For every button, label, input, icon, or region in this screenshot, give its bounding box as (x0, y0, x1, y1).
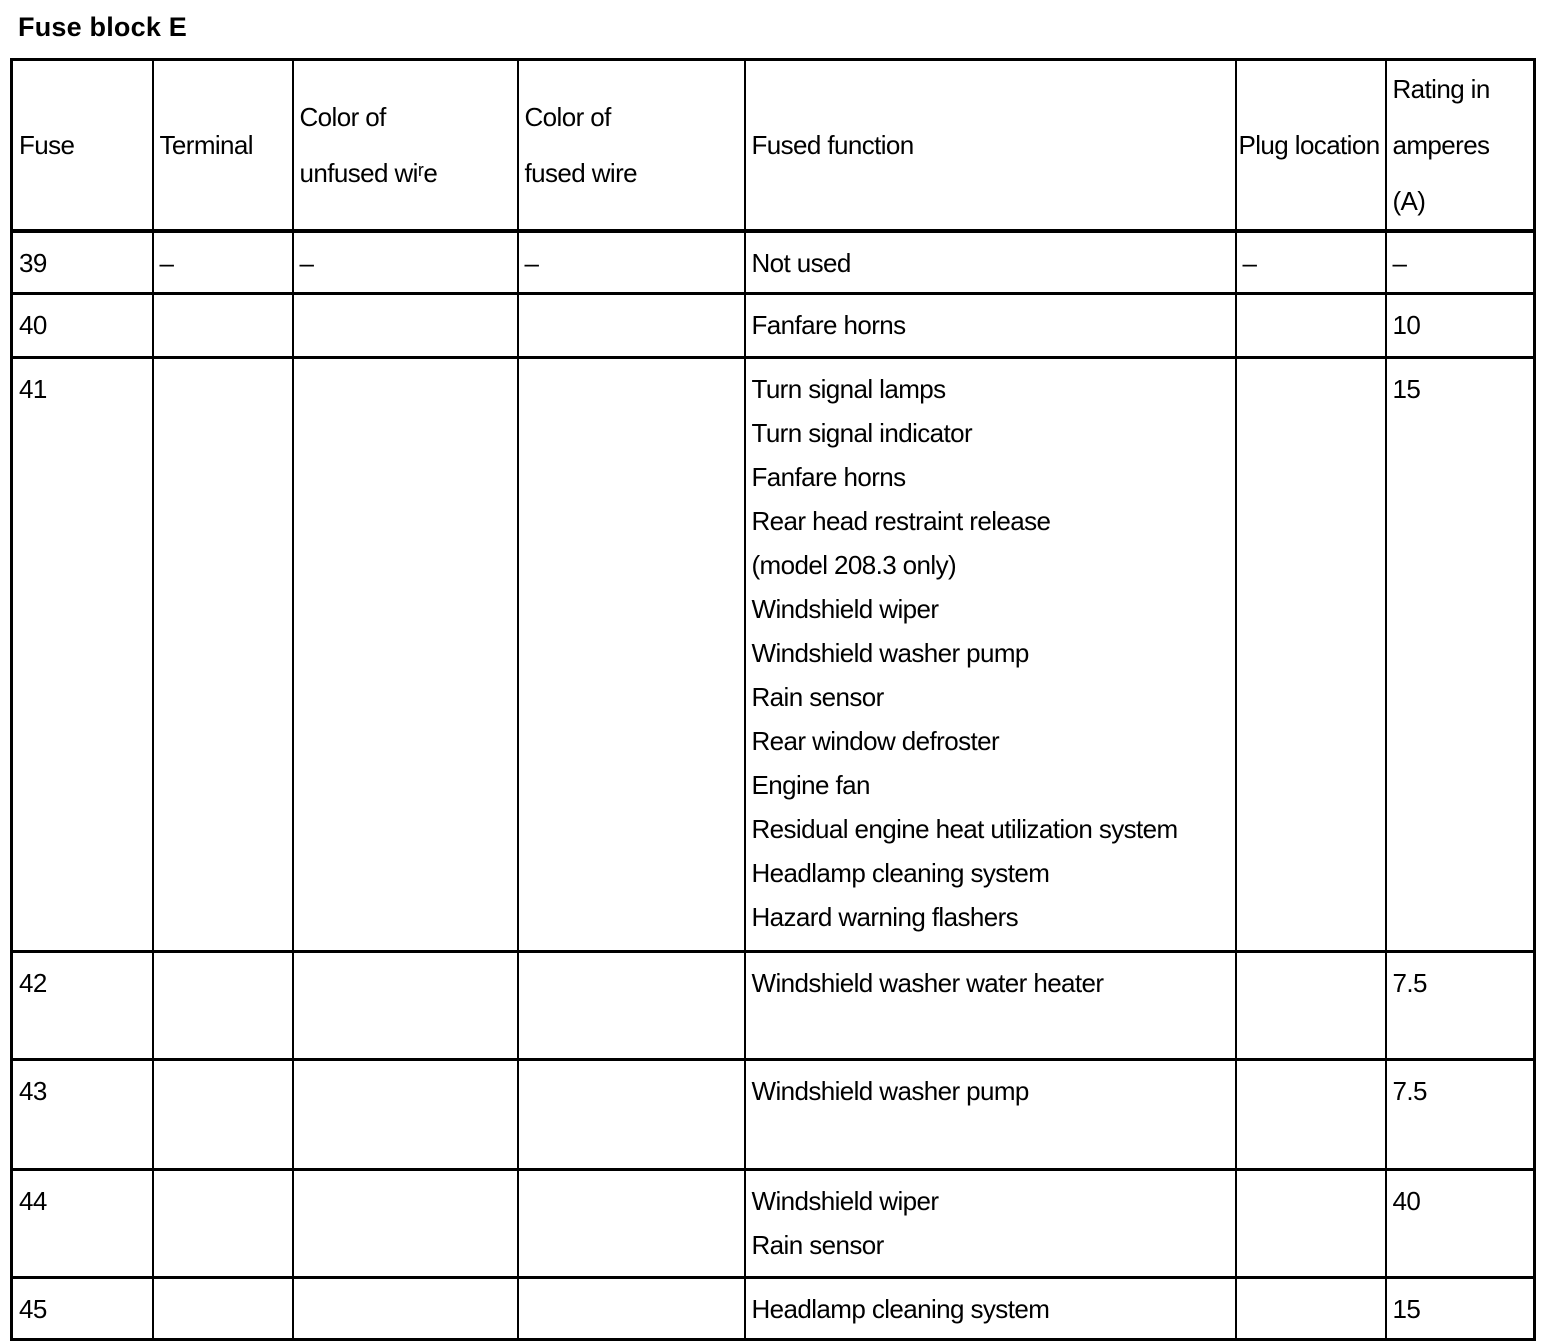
cell-plug-location (1236, 357, 1386, 951)
cell-fuse: 43 (12, 1059, 153, 1169)
fused-function-line: Windshield washer pump (751, 637, 1029, 668)
cell-fuse: 44 (12, 1169, 153, 1277)
header-terminal: Terminal (153, 60, 293, 232)
cell-terminal (153, 1059, 293, 1169)
cell-fused-wire (518, 1169, 745, 1277)
table-row (12, 951, 1535, 1059)
cell-fused-function (745, 1059, 1236, 1169)
cell-rating: 7.5 (1386, 1059, 1535, 1169)
header-fused-function: Fused function (745, 60, 1236, 232)
cell-unfused-wire (293, 357, 518, 951)
cell-rating: 10 (1386, 293, 1535, 357)
cell-terminal (153, 1277, 293, 1339)
cell-fused-wire (518, 293, 745, 357)
table-header-row (12, 60, 1535, 232)
cell-fuse: 39 (12, 231, 153, 293)
header-fuse: Fuse (12, 60, 153, 232)
fused-function-line: Hazard warning flashers (751, 901, 1019, 932)
cell-fused-function (745, 1169, 1236, 1277)
cell-unfused-wire (293, 1277, 518, 1339)
cell-fused-function (745, 357, 1236, 951)
cell-fused-function (745, 231, 1236, 293)
fused-function-line: Residual engine heat utilization system (751, 813, 1178, 844)
cell-fused-wire: – (518, 231, 745, 293)
fused-function-line: Rear head restraint release (751, 505, 1051, 536)
cell-plug-location: – (1236, 231, 1386, 293)
table-row (12, 1059, 1535, 1169)
cell-fuse: 42 (12, 951, 153, 1059)
table-row (12, 357, 1535, 951)
cell-fuse: 45 (12, 1277, 153, 1339)
cell-terminal (153, 1169, 293, 1277)
fused-function-line: Rain sensor (751, 681, 884, 712)
cell-plug-location (1236, 1277, 1386, 1339)
cell-rating: 40 (1386, 1169, 1535, 1277)
fused-function-line: Not used (751, 248, 851, 278)
fused-function-line: Headlamp cleaning system (751, 1293, 1050, 1324)
fused-function-line: Windshield washer water heater (751, 967, 1104, 998)
cell-unfused-wire (293, 1059, 518, 1169)
cell-rating: 15 (1386, 357, 1535, 951)
cell-terminal (153, 357, 293, 951)
cell-plug-location (1236, 951, 1386, 1059)
fused-function-line: Turn signal indicator (751, 417, 973, 448)
cell-fused-function (745, 951, 1236, 1059)
cell-unfused-wire (293, 951, 518, 1059)
cell-plug-location (1236, 293, 1386, 357)
cell-fuse: 40 (12, 293, 153, 357)
fused-function-line: Windshield washer pump (751, 1075, 1029, 1106)
fused-function-line: Fanfare horns (751, 461, 906, 492)
cell-plug-location (1236, 1169, 1386, 1277)
header-plug-location: Plug location (1236, 60, 1386, 232)
cell-unfused-wire: – (293, 231, 518, 293)
fused-function-line: Fanfare horns (751, 309, 906, 340)
cell-rating: 7.5 (1386, 951, 1535, 1059)
fused-function-line: Headlamp cleaning system (751, 857, 1050, 888)
cell-fuse: 41 (12, 357, 153, 951)
cell-terminal (153, 951, 293, 1059)
fused-function-line: Rain sensor (751, 1229, 884, 1260)
cell-fused-function (745, 293, 1236, 357)
cell-terminal (153, 293, 293, 357)
cell-fused-wire (518, 1277, 745, 1339)
cell-unfused-wire (293, 1169, 518, 1277)
fused-function-line: Engine fan (751, 769, 870, 800)
cell-fused-wire (518, 1059, 745, 1169)
cell-plug-location (1236, 1059, 1386, 1169)
fused-function-line: (model 208.3 only) (751, 549, 957, 580)
fused-function-line: Rear window defroster (751, 725, 1000, 756)
fused-function-line: Windshield wiper (751, 1185, 939, 1216)
cell-terminal: – (153, 231, 293, 293)
table-row (12, 231, 1535, 293)
table-row (12, 293, 1535, 357)
header-unfused-wire: Color of unfused wiʳe (293, 60, 518, 232)
table-row (12, 1277, 1535, 1339)
cell-fused-wire (518, 951, 745, 1059)
fused-function-line: Windshield wiper (751, 593, 939, 624)
fused-function-line: Turn signal lamps (751, 373, 946, 404)
page-title: Fuse block E (18, 12, 187, 42)
fuse-table (10, 58, 1536, 1341)
cell-rating: – (1386, 231, 1535, 293)
header-rating: Rating in amperes (A) (1386, 60, 1535, 232)
header-fused-wire: Color of fused wire (518, 60, 745, 232)
cell-rating: 15 (1386, 1277, 1535, 1339)
cell-unfused-wire (293, 293, 518, 357)
cell-fused-wire (518, 357, 745, 951)
table-row (12, 1169, 1535, 1277)
cell-fused-function (745, 1277, 1236, 1339)
